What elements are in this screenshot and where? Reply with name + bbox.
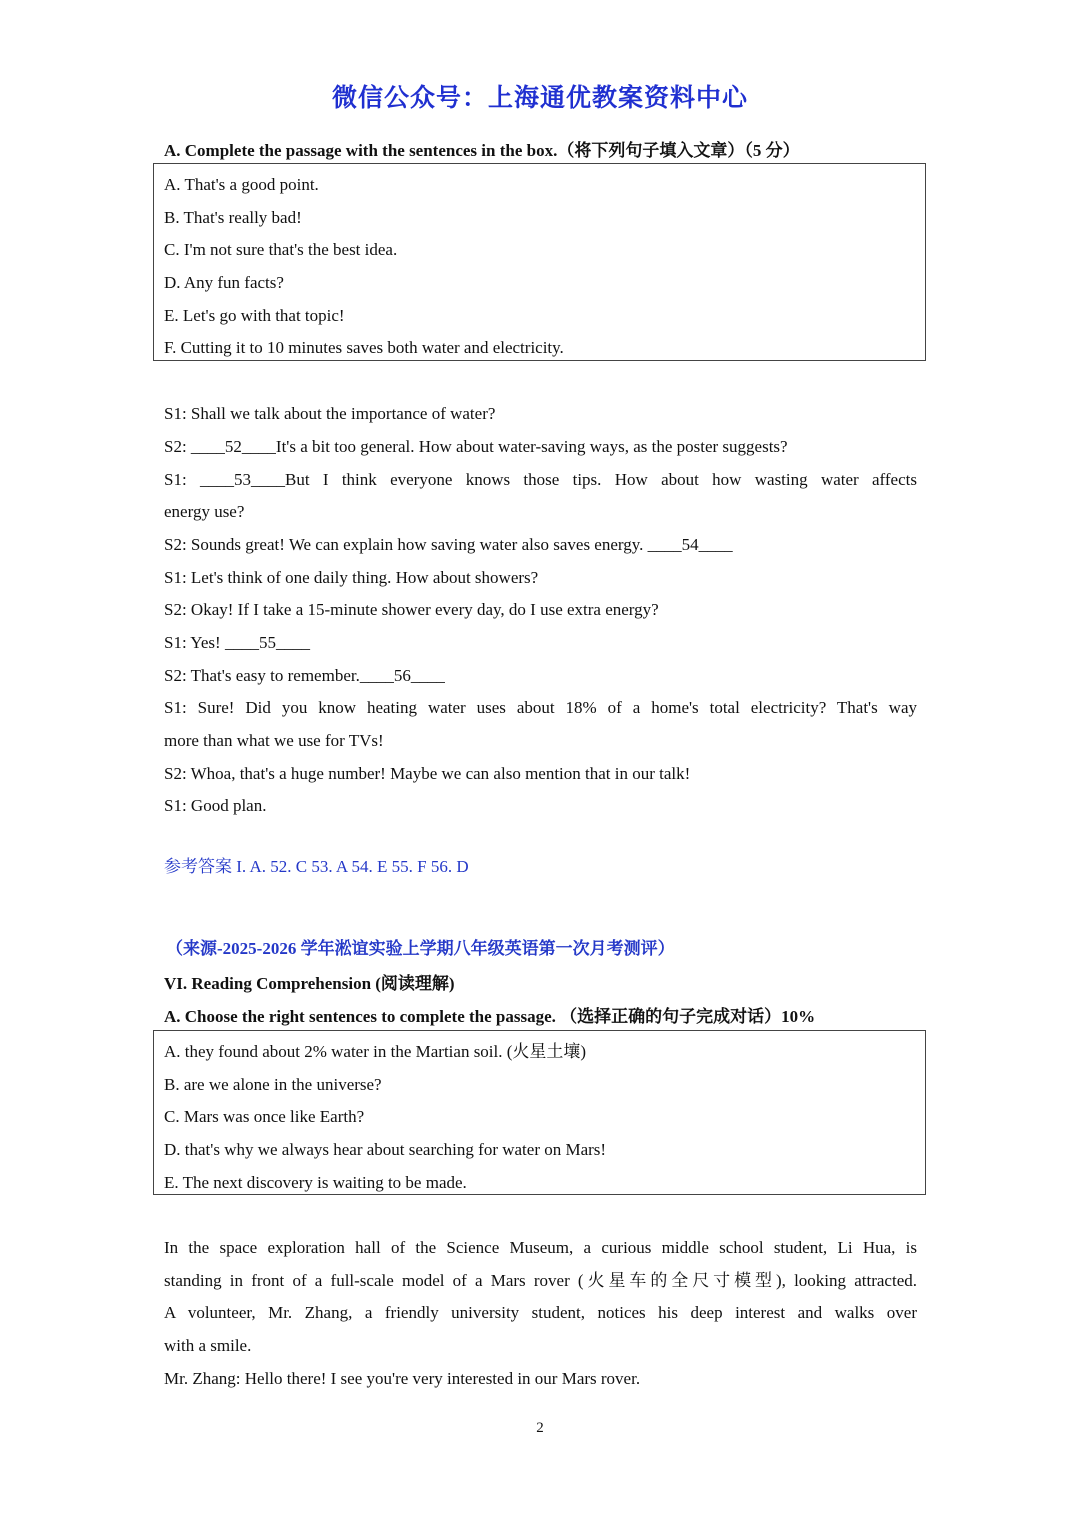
dialogue-line: S2: ____52____It's a bit too general. How about water-saving ways, as the poster suggests? <box>164 437 788 456</box>
dialogue-line: S2: Whoa, that's a huge number! Maybe we can also mention that in our talk! <box>164 764 691 783</box>
dialogue-line: S2: That's easy to remember.____56____ <box>164 666 445 685</box>
page-header-title: 微信公众号：上海通优教案资料中心 <box>331 83 748 112</box>
dialogue-line: S1: Let's think of one daily thing. How about showers? <box>164 568 539 587</box>
option-item: F. Cutting it to 10 minutes saves both water and electricity. <box>164 338 564 357</box>
dialogue-line: S1: ____53____But I think everyone knows those tips. How about how wasting water affects <box>164 470 917 489</box>
section-vi-instruction: A. Choose the right sentences to complete the passage. （选择正确的句子完成对话）10% <box>164 1007 816 1026</box>
dialogue-line: S2: Okay! If I take a 15-minute shower every day, do I use extra energy? <box>164 600 659 619</box>
passage-line: with a smile. <box>164 1336 252 1355</box>
dialogue-line: S1: Shall we talk about the importance of water? <box>164 404 496 423</box>
option-item: D. that's why we always hear about searching for water on Mars! <box>164 1140 607 1159</box>
dialogue-line: S1: Yes! ____55____ <box>164 633 310 652</box>
option-item: C. I'm not sure that's the best idea. <box>164 240 398 259</box>
passage-line: standing in front of a full-scale model of a Mars rover (火星车的全尺寸模型), looking attracted. <box>164 1271 917 1290</box>
passage-line: Mr. Zhang: Hello there! I see you're very interested in our Mars rover. <box>164 1369 641 1388</box>
option-item: A. That's a good point. <box>164 175 319 194</box>
option-item: B. That's really bad! <box>164 208 302 227</box>
section-a-instruction: A. Complete the passage with the sentences in the box.（将下列句子填入文章）（5 分） <box>164 141 800 160</box>
dialogue-line: S2: Sounds great! We can explain how saving water also saves energy. ____54____ <box>164 535 733 554</box>
answer-key: 参考答案 I. A. 52. C 53. A 54. E 55. F 56. D <box>164 857 469 876</box>
option-item: A. they found about 2% water in the Martian soil. (火星土壤) <box>164 1042 587 1061</box>
options-box-b <box>153 1030 926 1195</box>
dialogue-line: energy use? <box>164 502 245 521</box>
page-number: 2 <box>536 1420 544 1436</box>
passage-line: In the space exploration hall of the Science Museum, a curious middle school student, Li Hua, is <box>164 1238 917 1257</box>
passage-line: A volunteer, Mr. Zhang, a friendly university student, notices his deep interest and walks over <box>164 1303 917 1322</box>
dialogue-line: S1: Good plan. <box>164 796 267 815</box>
options-box-a <box>153 163 926 361</box>
option-item: E. The next discovery is waiting to be made. <box>164 1173 467 1192</box>
option-item: C. Mars was once like Earth? <box>164 1107 365 1126</box>
option-item: D. Any fun facts? <box>164 273 284 292</box>
section-heading: VI. Reading Comprehension (阅读理解) <box>164 974 455 993</box>
dialogue-line: more than what we use for TVs! <box>164 731 384 750</box>
source-note: （来源-2025-2026 学年淞谊实验上学期八年级英语第一次月考测评） <box>166 939 675 958</box>
dialogue-line: S1: Sure! Did you know heating water uses about 18% of a home's total electricity? That's way <box>164 698 917 717</box>
option-item: E. Let's go with that topic! <box>164 306 345 325</box>
option-item: B. are we alone in the universe? <box>164 1075 382 1094</box>
